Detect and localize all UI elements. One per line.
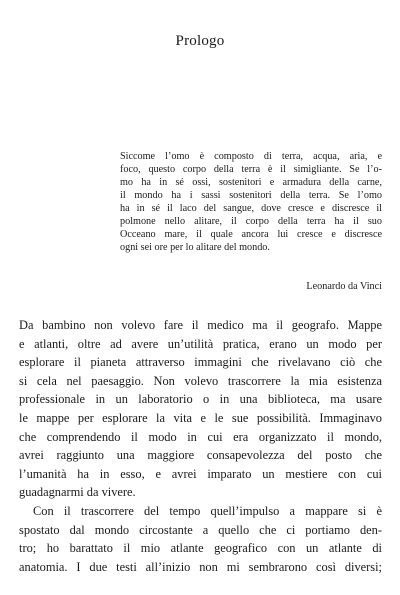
epigraph-line: foco, questo corpo della terra è il simigliante. Se l’o- [120, 164, 382, 176]
chapter-title: Prologo [175, 33, 225, 49]
body-line: guadagnarmi da vivere. [19, 485, 136, 500]
body-line: le mappe per esplorare la vita e le sue possibilità. Immaginavo [19, 410, 382, 425]
body-line: Da bambino non volevo fare il medico ma il geografo. Mappe [19, 318, 382, 332]
epigraph-line: polmone nello alitare, il corpo della terra ha il suo [120, 216, 382, 228]
epigraph-line: il mondo ha i sassi sostenitori della terra. Se l’omo [120, 190, 382, 202]
body-line: che comprendendo il modo in cui era organizzato il mondo, [19, 429, 382, 444]
body-line: anatomia. I due testi all’inizio non mi sembrarono così diversi; [19, 559, 382, 574]
body-line: spostato dal mondo circostante a quello che ci portiamo den- [19, 522, 382, 537]
body-line: avrei raggiunto una maggiore consapevolezza del posto che [19, 448, 382, 463]
epigraph-attribution: Leonardo da Vinci [306, 281, 382, 292]
epigraph-line: Occeano mare, il quale ancora lui cresce e discresce [120, 229, 382, 241]
body-line: e atlanti, oltre ad avere un’utilità pratica, erano un modo per [19, 336, 382, 351]
epigraph [120, 150, 382, 254]
epigraph-line: ha in sé il laco del sangue, dove cresce e discresce il [120, 203, 382, 215]
body-line: professionale in un laboratorio o in una biblioteca, ma usare [19, 392, 382, 407]
epigraph-line: Siccome l’omo è composto di terra, acqua, aria, e [120, 151, 382, 162]
body-line: l’umanità ha in esso, e avrei imparato un mestiere con cui [19, 466, 382, 481]
epigraph-line: ogni sei ore per lo alitare del mondo. [120, 242, 270, 254]
body-line: Con il trascorrere del tempo quell’impulso a mappare si è [33, 503, 382, 518]
body-line: si cela nel paesaggio. Non volevo trascorrere la mia esistenza [19, 373, 382, 388]
epigraph-line: mo ha in sé ossi, sostenitori e armadura della carne, [120, 177, 382, 189]
body-line: esplorare il pianeta attraverso immagini che rivelavano ciò che [19, 355, 382, 370]
body-text [19, 316, 382, 576]
body-line: tro; ho barattato il mio atlante geografico con un atlante di [19, 541, 382, 556]
